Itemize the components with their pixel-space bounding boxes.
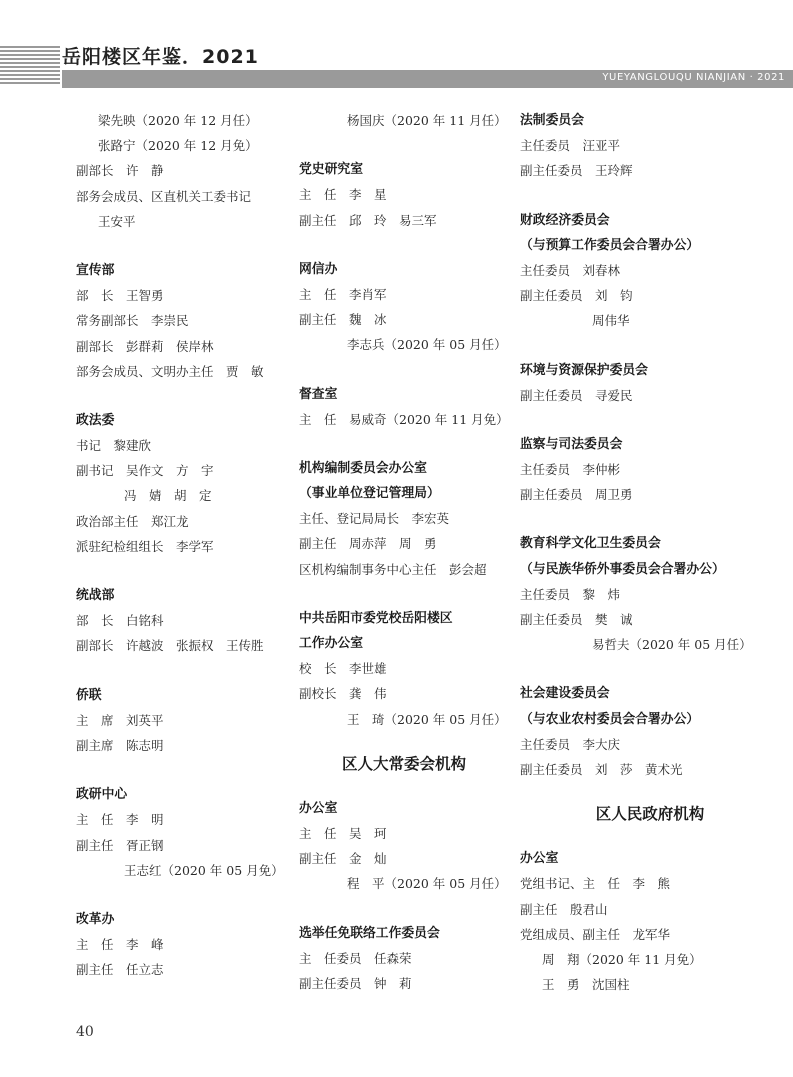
section-title: 区人大常委会机构 xyxy=(341,753,466,773)
personnel-line: 副主任 金 灿 xyxy=(299,851,387,867)
spacer xyxy=(76,559,291,583)
personnel-line: 副主任委员 寻爱民 xyxy=(520,387,633,403)
department-heading: 教育科学文化卫生委员会 xyxy=(520,536,661,552)
personnel-line: 副主任 胥正钢 xyxy=(76,837,164,853)
personnel-line: 主 任 李 星 xyxy=(299,187,387,203)
personnel-line: 副部长 许 静 xyxy=(76,163,164,179)
department-heading: 环境与资源保护委员会 xyxy=(520,362,648,378)
spacer xyxy=(520,408,780,432)
personnel-line: 主 任 易威奇（2020 年 11 月免） xyxy=(299,411,509,427)
department-heading: 侨联 xyxy=(76,687,102,703)
header-band xyxy=(62,70,793,88)
personnel-line: 副校长 龚 伟 xyxy=(299,686,387,702)
department-heading: 政研中心 xyxy=(76,787,128,803)
spacer xyxy=(299,897,509,921)
personnel-line: 区机构编制事务中心主任 彭会超 xyxy=(299,561,487,577)
department-heading: 宣传部 xyxy=(76,262,115,278)
department-heading: 政法委 xyxy=(76,412,115,428)
personnel-line: 党组成员、副主任 龙军华 xyxy=(520,926,671,942)
spacer xyxy=(76,659,291,683)
personnel-line: 王安平 xyxy=(98,213,136,229)
personnel-line: 易哲夫（2020 年 05 月任） xyxy=(592,637,752,653)
department-heading: 机构编制委员会办公室 xyxy=(299,460,427,476)
personnel-line: 部 长 王智勇 xyxy=(76,288,164,304)
personnel-line: 主 任 李 峰 xyxy=(76,937,164,953)
personnel-line: 校 长 李世雄 xyxy=(299,661,387,677)
spacer xyxy=(299,784,509,796)
personnel-line: 王 勇 沈国柱 xyxy=(542,977,630,993)
personnel-line: 冯 婧 胡 定 xyxy=(124,488,212,504)
spacer xyxy=(520,782,780,794)
personnel-line: 王 琦（2020 年 05 月任） xyxy=(347,711,507,727)
department-heading: 党史研究室 xyxy=(299,162,363,178)
department-heading: 督查室 xyxy=(299,386,338,402)
personnel-line: 主 席 刘英平 xyxy=(76,712,164,728)
spacer xyxy=(299,358,509,382)
department-heading: 财政经济委员会 xyxy=(520,212,610,228)
department-heading: 中共岳阳市委党校岳阳楼区 xyxy=(299,610,453,626)
personnel-line: 副书记 吴作文 方 宇 xyxy=(76,463,214,479)
personnel-line: 张路宁（2020 年 12 月免） xyxy=(98,138,258,154)
department-heading: 办公室 xyxy=(520,851,559,867)
personnel-line: 周 翔（2020 年 11 月免） xyxy=(542,951,702,967)
department-heading: （事业单位登记管理局） xyxy=(299,486,440,502)
spacer xyxy=(520,507,780,531)
spacer xyxy=(76,883,291,907)
department-heading: 工作办公室 xyxy=(299,636,363,651)
personnel-line: 主任委员 汪亚平 xyxy=(520,138,621,154)
department-heading: （与预算工作委员会合署办公） xyxy=(520,237,700,253)
department-heading: 选举任免联络工作委员会 xyxy=(299,925,440,941)
personnel-line: 李志兵（2020 年 05 月任） xyxy=(347,337,507,353)
department-heading: （与农业农村委员会合署办公） xyxy=(520,711,700,727)
department-heading: 改革办 xyxy=(76,911,115,927)
personnel-line: 部 长 白铭科 xyxy=(76,613,164,629)
personnel-line: 王志红（2020 年 05 月免） xyxy=(124,862,284,878)
spacer xyxy=(299,233,509,257)
spacer xyxy=(520,834,780,846)
personnel-line: 副主任 殷君山 xyxy=(520,901,608,917)
personnel-line: 主任委员 刘春林 xyxy=(520,262,621,278)
personnel-line: 政治部主任 郑江龙 xyxy=(76,513,189,529)
personnel-line: 部务会成员、区直机关工委书记 xyxy=(76,188,252,204)
personnel-line: 党组书记、主 任 李 熊 xyxy=(520,876,671,892)
personnel-line: 主 任 李 明 xyxy=(76,812,164,828)
personnel-line: 主任委员 黎 炜 xyxy=(520,586,621,602)
spacer xyxy=(520,184,780,208)
personnel-line: 常务副部长 李崇民 xyxy=(76,313,189,329)
personnel-line: 主 任 李肖军 xyxy=(299,286,387,302)
personnel-line: 副主任委员 刘 莎 黄术光 xyxy=(520,761,683,777)
department-heading: 网信办 xyxy=(299,261,338,277)
column-right xyxy=(520,108,780,997)
yearbook-title: 岳阳楼区年鉴．2021 xyxy=(62,46,259,68)
personnel-line: 副主任委员 钟 莉 xyxy=(299,975,412,991)
personnel-line: 主任委员 李仲彬 xyxy=(520,462,621,478)
personnel-line: 副主任 魏 冰 xyxy=(299,312,387,328)
column-middle xyxy=(299,108,509,996)
personnel-line: 梁先映（2020 年 12 月任） xyxy=(98,113,258,128)
personnel-line: 副部长 许越波 张振权 王传胜 xyxy=(76,638,264,654)
personnel-line: 主 任 吴 珂 xyxy=(299,825,387,841)
department-heading: 监察与司法委员会 xyxy=(520,436,623,452)
personnel-line: 书记 黎建欣 xyxy=(76,438,152,454)
personnel-line: 副主任委员 樊 诚 xyxy=(520,612,633,627)
personnel-line: 主任、登记局局长 李宏英 xyxy=(299,511,450,527)
personnel-line: 主任委员 李大庆 xyxy=(520,736,621,752)
section-title: 区人民政府机构 xyxy=(595,804,705,824)
personnel-line: 主 任委员 任森荣 xyxy=(299,950,412,966)
column-left xyxy=(76,108,291,982)
department-heading: （与民族华侨外事委员会合署办公） xyxy=(520,561,725,577)
personnel-line: 周伟华 xyxy=(592,313,630,329)
personnel-line: 副主任 任立志 xyxy=(76,962,164,978)
personnel-line: 副主席 陈志明 xyxy=(76,737,164,753)
department-heading: 法制委员会 xyxy=(520,113,584,128)
page-number: 40 xyxy=(76,1024,94,1040)
spacer xyxy=(299,582,509,606)
personnel-line: 副主任委员 王玲辉 xyxy=(520,163,633,179)
spacer xyxy=(76,384,291,408)
personnel-line: 杨国庆（2020 年 11 月任） xyxy=(347,113,507,128)
spacer xyxy=(299,133,509,157)
spacer xyxy=(76,234,291,258)
personnel-line: 副主任 邱 玲 易三军 xyxy=(299,212,437,228)
spacer xyxy=(520,334,780,358)
department-heading: 社会建设委员会 xyxy=(520,686,610,702)
personnel-line: 副主任 周赤萍 周 勇 xyxy=(299,536,437,552)
personnel-line: 部务会成员、文明办主任 贾 敏 xyxy=(76,363,264,379)
spacer xyxy=(299,432,509,456)
personnel-line: 副主任委员 周卫勇 xyxy=(520,487,633,503)
personnel-line: 副部长 彭群莉 侯岸林 xyxy=(76,338,214,354)
spacer xyxy=(299,732,509,744)
personnel-line: 派驻纪检组组长 李学军 xyxy=(76,538,214,554)
department-heading: 统战部 xyxy=(76,588,115,603)
personnel-line: 程 平（2020 年 05 月任） xyxy=(347,876,507,892)
personnel-line: 副主任委员 刘 钧 xyxy=(520,288,633,304)
header-decorative-lines xyxy=(0,46,60,88)
spacer xyxy=(520,657,780,681)
spacer xyxy=(76,758,291,782)
department-heading: 办公室 xyxy=(299,800,338,816)
yearbook-subtitle: YUEYANGLOUQU NIANJIAN · 2021 xyxy=(602,72,785,83)
